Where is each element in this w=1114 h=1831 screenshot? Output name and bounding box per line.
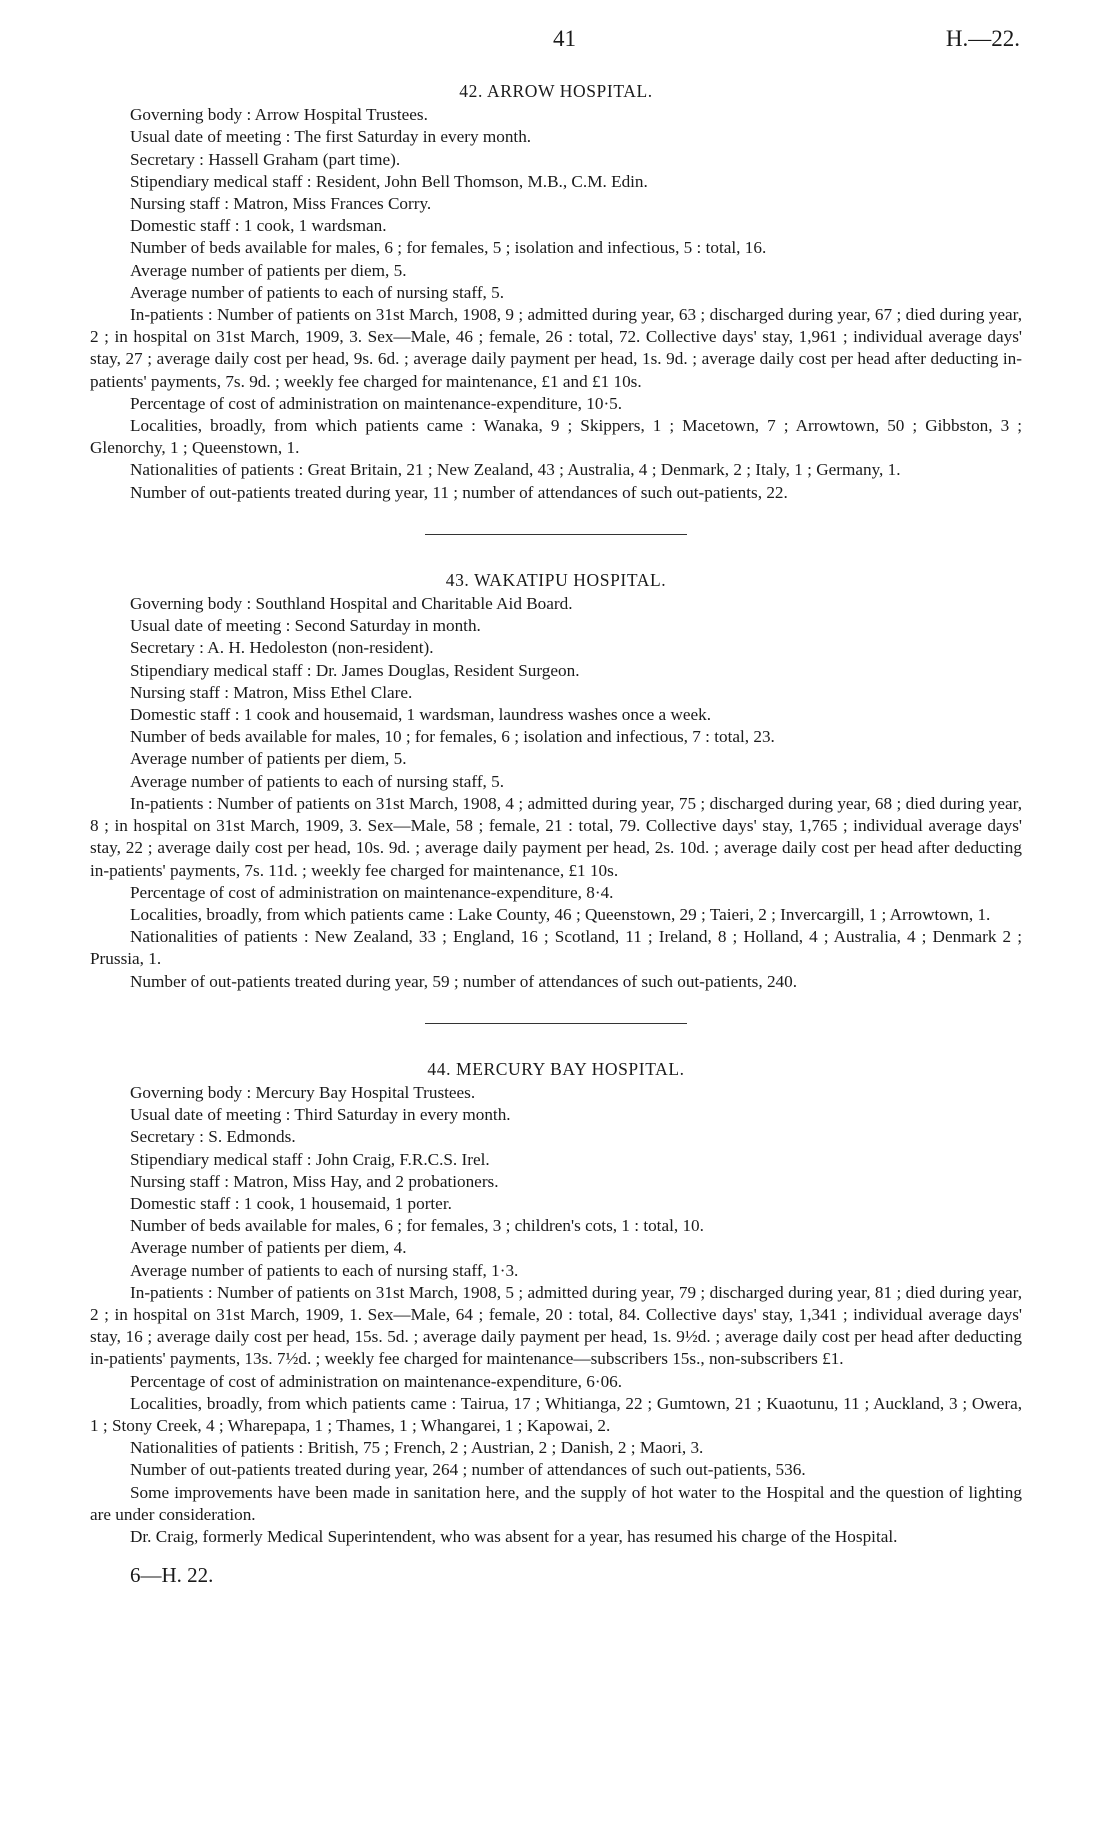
governing-body: Governing body : Arrow Hospital Trustees.: [130, 105, 428, 125]
governing-body: Governing body : Mercury Bay Hospital Trustees.: [130, 1082, 476, 1102]
superintendent-note: Dr. Craig, formerly Medical Superintendent, who was absent for a year, has resumed his charge of the Hospital.: [130, 1526, 898, 1546]
localities: Localities, broadly, from which patients came : Tairua, 17 ; Whitianga, 22 ; Gumtown, 21 ; Kuaotunu, 11 ; Auckland, 3 ; Owera, 1 ; Stony Creek, 4 ; Wharepapa, 1 ; Thames, 1 ; Whangarei, 1 ; Kapowai, 2.: [90, 1393, 1022, 1435]
admin-cost: Percentage of cost of administration on maintenance-expenditure, 8·4.: [130, 882, 614, 902]
section-arrow-hospital: [90, 80, 1022, 504]
section-title: 43. WAKATIPU HOSPITAL.: [445, 569, 667, 590]
beds-available: Number of beds available for males, 6 ; for females, 3 ; children's cots, 1 : total, 10.: [130, 1216, 704, 1236]
secretary: Secretary : A. H. Hedoleston (non-resident).: [130, 638, 434, 658]
nursing-staff: Nursing staff : Matron, Miss Ethel Clare.: [130, 682, 413, 702]
section-mercury-bay-hospital: [90, 1058, 1022, 1548]
nursing-staff: Nursing staff : Matron, Miss Hay, and 2 probationers.: [130, 1171, 499, 1191]
avg-patients: Average number of patients per diem, 5.: [130, 749, 407, 769]
meeting-date: Usual date of meeting : The first Saturday in every month.: [130, 127, 532, 147]
domestic-staff: Domestic staff : 1 cook, 1 housemaid, 1 porter.: [130, 1193, 452, 1213]
section-divider: [425, 534, 687, 535]
medical-staff: Stipendiary medical staff : Resident, John Bell Thomson, M.B., C.M. Edin.: [130, 171, 648, 191]
section-wakatipu-hospital: [90, 569, 1022, 993]
improvements-note: Some improvements have been made in sanitation here, and the supply of hot water to the Hospital and the question of lighting are under consideration.: [90, 1482, 1022, 1524]
admin-cost: Percentage of cost of administration on maintenance-expenditure, 6·06.: [130, 1371, 623, 1391]
localities: Localities, broadly, from which patients came : Wanaka, 9 ; Skippers, 1 ; Macetown, 7 ; Arrowtown, 50 ; Gibbston, 3 ; Glenorchy, 1 ; Queenstown, 1.: [90, 416, 1022, 458]
in-patients: In-patients : Number of patients on 31st March, 1908, 5 ; admitted during year, 79 ; discharged during year, 81 ; died during year, 2 ; in hospital on 31st March, 1909, 1. Sex—Male, 64 ; female, 20 : total, 84. Collective days' stay, 1,341 ; individual average days' stay, 16 ; average daily cost per head, 15s. 5d. ; average daily payment per head, 1s. 9½d. ; average daily cost per head after deducting in-patients' payments, 13s. 7½d. ; weekly fee charged for maintenance—subscribers 15s., non-subscribers £1.: [90, 1282, 1022, 1369]
nursing-staff: Nursing staff : Matron, Miss Frances Corry.: [130, 194, 432, 214]
page-number: 41: [553, 26, 576, 51]
in-patients: In-patients : Number of patients on 31st March, 1908, 9 ; admitted during year, 63 ; discharged during year, 67 ; died during year, 2 ; in hospital on 31st March, 1909, 3. Sex—Male, 46 ; female, 26 : total, 72. Collective days' stay, 1,961 ; individual average days' stay, 27 ; average daily cost per head, 9s. 6d. ; average daily payment per head, 1s. 9d. ; average daily cost per head after deducting in-patients' payments, 7s. 9d. ; weekly fee charged for maintenance, £1 and £1 10s.: [90, 305, 1022, 391]
secretary: Secretary : Hassell Graham (part time).: [130, 149, 401, 169]
avg-patients-nursing: Average number of patients to each of nursing staff, 1·3.: [130, 1260, 519, 1280]
page-header: [90, 28, 1022, 80]
in-patients: In-patients : Number of patients on 31st March, 1908, 4 ; admitted during year, 75 ; discharged during year, 68 ; died during year, 8 ; in hospital on 31st March, 1909, 3. Sex—Male, 58 ; female, 21 : total, 79. Collective days' stay, 1,765 ; individual average days' stay, 22 ; average daily cost per head, 10s. 9d. ; average daily payment per head, 2s. 10d. ; average daily cost per head after deducting in-patients' payments, 7s. 11d. ; weekly fee charged for maintenance, £1 10s.: [90, 793, 1022, 880]
nationalities: Nationalities of patients : Great Britain, 21 ; New Zealand, 43 ; Australia, 4 ; Denmark, 2 ; Italy, 1 ; Germany, 1.: [130, 460, 901, 480]
admin-cost: Percentage of cost of administration on maintenance-expenditure, 10·5.: [130, 393, 623, 413]
out-patients: Number of out-patients treated during year, 59 ; number of attendances of such out-patients, 240.: [130, 971, 798, 991]
avg-patients-nursing: Average number of patients to each of nursing staff, 5.: [130, 282, 505, 302]
document-reference: H.—22.: [945, 26, 1020, 51]
medical-staff: Stipendiary medical staff : John Craig, F.R.C.S. Irel.: [130, 1149, 490, 1169]
domestic-staff: Domestic staff : 1 cook and housemaid, 1 wardsman, laundress washes once a week.: [130, 705, 712, 725]
out-patients: Number of out-patients treated during year, 11 ; number of attendances of such out-patients, 22.: [130, 482, 788, 502]
nationalities: Nationalities of patients : New Zealand, 33 ; England, 16 ; Scotland, 11 ; Ireland, 8 ; Holland, 4 ; Australia, 4 ; Denmark 2 ; Prussia, 1.: [90, 927, 1022, 969]
out-patients: Number of out-patients treated during year, 264 ; number of attendances of such out-patients, 536.: [130, 1460, 806, 1480]
governing-body: Governing body : Southland Hospital and Charitable Aid Board.: [130, 594, 573, 614]
avg-patients: Average number of patients per diem, 5.: [130, 260, 407, 280]
localities: Localities, broadly, from which patients came : Lake County, 46 ; Queenstown, 29 ; Taieri, 2 ; Invercargill, 1 ; Arrowtown, 1.: [130, 904, 991, 924]
section-divider: [425, 1023, 687, 1024]
beds-available: Number of beds available for males, 6 ; for females, 5 ; isolation and infectious, 5 : total, 16.: [130, 238, 767, 258]
avg-patients-nursing: Average number of patients to each of nursing staff, 5.: [130, 771, 505, 791]
medical-staff: Stipendiary medical staff : Dr. James Douglas, Resident Surgeon.: [130, 660, 580, 680]
nationalities: Nationalities of patients : British, 75 ; French, 2 ; Austrian, 2 ; Danish, 2 ; Maori, 3.: [130, 1438, 704, 1458]
avg-patients: Average number of patients per diem, 4.: [130, 1238, 407, 1258]
beds-available: Number of beds available for males, 10 ; for females, 6 ; isolation and infectious, 7 : total, 23.: [130, 727, 775, 747]
meeting-date: Usual date of meeting : Second Saturday in month.: [130, 616, 481, 636]
section-title: 44. MERCURY BAY HOSPITAL.: [427, 1058, 685, 1079]
meeting-date: Usual date of meeting : Third Saturday in every month.: [130, 1105, 511, 1125]
section-title: 42. ARROW HOSPITAL.: [459, 81, 653, 101]
page-footer-signature: 6—H. 22.: [130, 1563, 214, 1588]
secretary: Secretary : S. Edmonds.: [130, 1127, 296, 1147]
domestic-staff: Domestic staff : 1 cook, 1 wardsman.: [130, 216, 387, 236]
